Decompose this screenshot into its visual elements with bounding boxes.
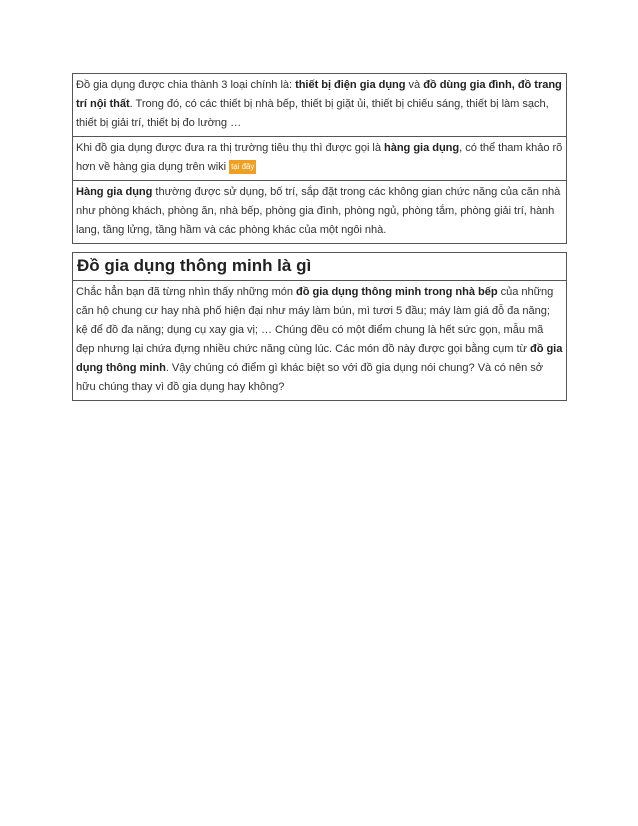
bold-term-household-goods-2: Hàng gia dụng <box>76 186 153 198</box>
text-run: thường được sử dụng, bố trí, sắp đặt trong các không gian chức năng của căn nhà như phòng khách, phòng ăn, nhà bếp, phòng gia đình, phòng ngủ, phòng tắm, phòng giải trí, hành lang, tầng lửng, tầng hầm và các phòng khác của một ngôi nhà. <box>76 186 561 236</box>
bold-term-smart-kitchen: đồ gia dụng thông minh trong nhà bếp <box>296 286 498 298</box>
text-run: . Trong đó, có các thiết bị nhà bếp, thiết bị giặt ủi, thiết bị chiếu sáng, thiết bị làm sạch, thiết bị giải trí, thiết bị đo lường … <box>76 98 549 129</box>
paragraph-usage-spaces <box>72 180 567 244</box>
bold-term-electrical-appliances: thiết bị điện gia dụng <box>295 79 406 91</box>
text-run: và <box>405 79 424 91</box>
section-heading-smart-appliances: Đồ gia dụng thông minh là gì <box>72 252 567 280</box>
paragraph-categories <box>72 73 567 136</box>
text-run: của những căn hộ chung cư hay nhà phố hiện đại như máy làm bún, mì tươi 5 đầu; máy làm giá đỗ đa năng; kệ để đồ đa năng; dụng cụ xay gia vị; … Chúng đều có một điểm chung là hết sức gọn, mẫu mã đẹp nhưng lại chứa đựng nhiều chức năng cùng lúc. Các món đồ này được gọi bằng cụm từ <box>76 286 554 355</box>
text-run: , có thể tham khảo rõ hơn về hàng gia dụng trên wiki <box>76 142 563 173</box>
document-page <box>72 73 567 401</box>
text-run: . Vậy chúng có điểm gì khác biệt so với đồ gia dụng nói chung? Và có nên sở hữu chúng thay vì đồ gia dụng hay không? <box>76 362 543 393</box>
paragraph-smart-appliances <box>72 280 567 401</box>
text-run: Khi đồ gia dụng được đưa ra thị trường tiêu thụ thì được gọi là <box>76 142 384 154</box>
bold-term-smart-appliances: đồ gia dụng thông minh <box>76 343 563 374</box>
text-run: Chắc hẳn bạn đã từng nhìn thấy những món <box>76 286 297 298</box>
wiki-link[interactable]: tại đây <box>229 160 256 174</box>
text-run: Đồ gia dụng được chia thành 3 loại chính là: <box>76 79 296 91</box>
paragraph-market-goods <box>72 136 567 180</box>
bold-term-household-items: đồ dùng gia đình, đồ trang trí nội thất <box>76 79 562 110</box>
bold-term-household-goods: hàng gia dụng <box>383 142 460 154</box>
